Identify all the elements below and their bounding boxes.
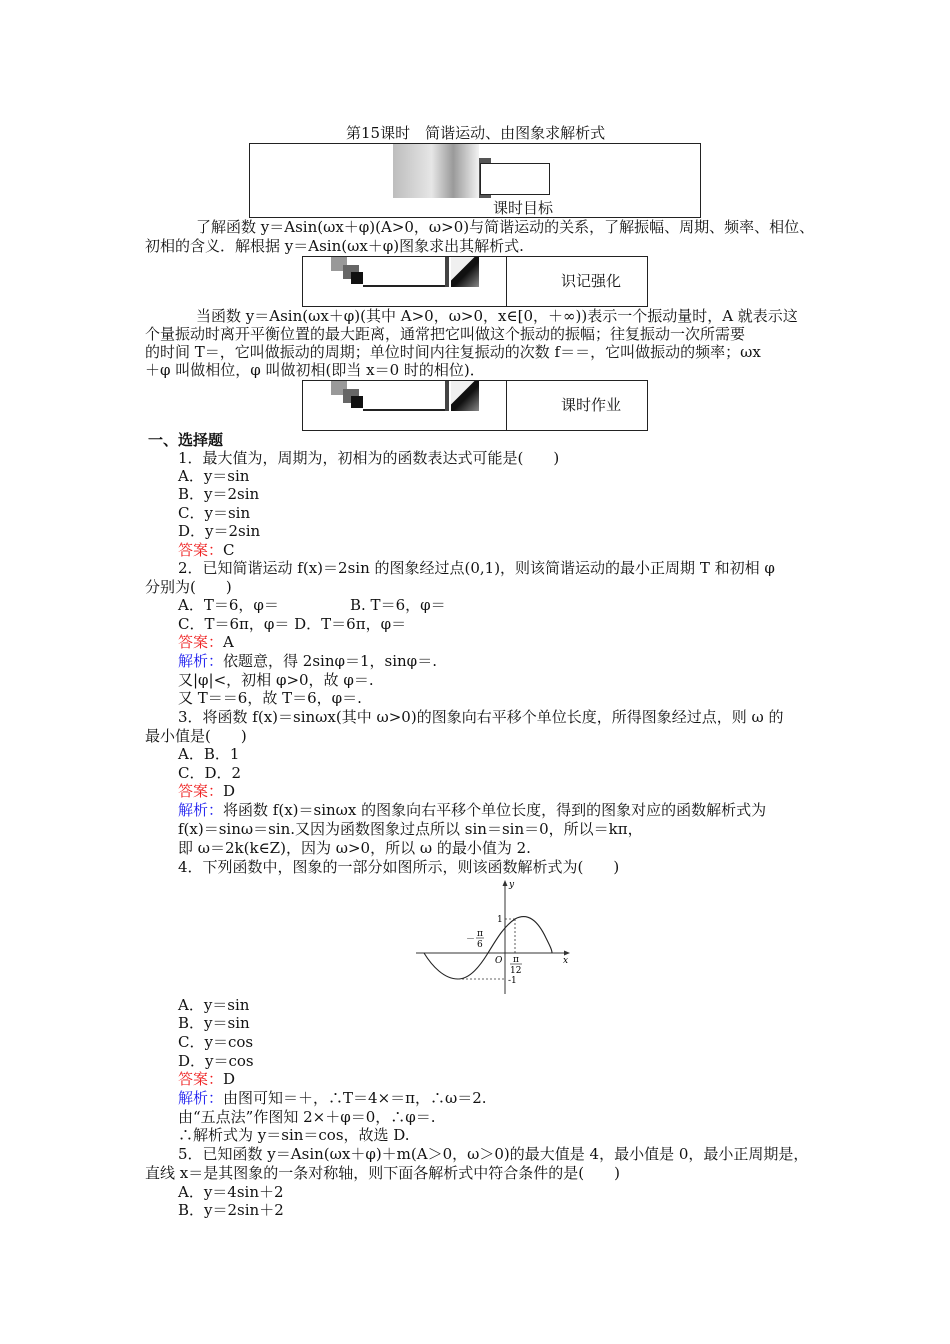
q4-graph — [410, 876, 576, 998]
q4-analysis-line-1 — [178, 1089, 487, 1107]
memory-line-1: 当函数 y＝Asin(ωx＋φ)(其中 A>0，ω>0，x∈[0，＋∞))表示一个振动量时，A 就表示这 — [196, 307, 798, 325]
y-axis-arrow — [503, 880, 508, 886]
q3-stem-line-2: 最小值是( ) — [145, 727, 247, 745]
q4-option-c: C．y＝cos — [178, 1033, 254, 1051]
x-axis-arrow — [564, 951, 570, 956]
q2-option-a: A．T＝6，φ＝ — [178, 596, 279, 614]
y-axis-label: y — [509, 880, 515, 890]
q3-answer — [178, 782, 235, 800]
q3-analysis-line-1 — [178, 801, 766, 819]
q3-options-ab: A．B．1 — [178, 745, 240, 763]
banner-divider — [506, 257, 507, 306]
q4-answer — [178, 1070, 235, 1088]
banner-decoration — [351, 396, 363, 408]
banner-decoration-box — [480, 163, 550, 195]
neg-pi-top: π — [477, 929, 483, 939]
analysis-text: 将函数 f(x)＝sinωx 的图象向右平移个单位长度，得到的图象对应的函数解析式为 — [223, 801, 767, 819]
pos-pi-top: π — [513, 955, 519, 965]
banner-memory-label: 识记强化 — [561, 272, 622, 290]
q1-option-c: C．y＝sin — [178, 504, 251, 522]
banner-objective-label: 课时目标 — [493, 199, 554, 217]
banner-decoration-line — [363, 285, 445, 287]
x-axis-label: x — [563, 956, 569, 966]
tick-label-neg-one: -1 — [508, 976, 517, 986]
q2-stem-line-2: 分别为( ) — [145, 578, 232, 596]
q3-options-cd: C．D．2 — [178, 764, 242, 782]
answer-value: A — [223, 633, 234, 651]
q1-option-d: D．y＝2sin — [178, 522, 261, 540]
banner-decoration — [451, 257, 479, 287]
q1-option-b: B．y＝2sin — [178, 485, 260, 503]
banner-decoration — [393, 144, 479, 198]
banner-homework-label: 课时作业 — [561, 396, 622, 414]
objective-line-1: 了解函数 y＝Asin(ωx＋φ)(A>0，ω>0)与简谐运动的关系，了解振幅、周期、频率、相位、 — [196, 218, 815, 236]
q4-stem: 4．下列函数中，图象的一部分如图所示，则该函数解析式为( ) — [178, 858, 620, 876]
q5-stem-line-2: 直线 x＝是其图象的一条对称轴，则下面各解析式中符合条件的是( ) — [145, 1164, 620, 1182]
memory-line-3: 的时间 T＝，它叫做振动的周期；单位时间内往复振动的次数 f＝＝，它叫做振动的频率；ωx — [145, 343, 761, 361]
q1-option-a: A．y＝sin — [178, 467, 250, 485]
page-title: 第15课时 简谐运动、由图象求解析式 — [346, 124, 606, 142]
analysis-label: 解析： — [178, 801, 224, 819]
q5-option-a: A．y＝4sin＋2 — [178, 1183, 284, 1201]
analysis-label: 解析： — [178, 1089, 224, 1107]
answer-value: D — [223, 782, 236, 800]
q5-option-b: B．y＝2sin＋2 — [178, 1201, 284, 1219]
answer-label: 答案： — [178, 633, 224, 651]
objective-line-2: 初相的含义．解根据 y＝Asin(ωx＋φ)图象求出其解析式. — [145, 237, 524, 255]
origin-label: O — [495, 956, 503, 966]
q2-analysis-line-1 — [178, 652, 437, 670]
q4-analysis-line-3: ∴解析式为 y＝sin＝cos，故选 D. — [178, 1126, 410, 1144]
neg-pi-prefix: － — [466, 935, 476, 945]
q1-answer — [178, 541, 235, 559]
q4-option-a: A．y＝sin — [178, 996, 250, 1014]
answer-value: C — [223, 541, 235, 559]
homework-banner — [302, 380, 648, 431]
q1-stem: 1．最大值为，周期为，初相为的函数表达式可能是( ) — [178, 449, 560, 467]
q3-stem-line-1: 3．将函数 f(x)＝sinωx(其中 ω>0)的图象向右平移个单位长度，所得图象经过点，则 ω 的 — [178, 708, 784, 726]
q3-analysis-line-2: f(x)＝sinω＝sin.又因为函数图象过点所以 sin＝sin＝0，所以＝kπ， — [178, 820, 643, 838]
analysis-label: 解析： — [178, 652, 224, 670]
banner-decoration-bar — [445, 381, 449, 411]
q2-option-b: B. T＝6，φ＝ — [350, 596, 446, 614]
memory-line-4: ＋φ 叫做相位，φ 叫做初相(即当 x＝0 时的相位)． — [145, 361, 485, 379]
q3-analysis-line-3: 即 ω＝2k(k∈Z)，因为 ω>0，所以 ω 的最小值为 2. — [178, 839, 531, 857]
pos-pi-bottom: 12 — [510, 966, 522, 976]
analysis-text: 依题意，得 2sinφ＝1，sinφ＝. — [223, 652, 437, 670]
q2-analysis-line-3: 又 T＝＝6，故 T＝6，φ＝. — [178, 689, 362, 707]
answer-label: 答案： — [178, 541, 224, 559]
memory-banner — [302, 256, 648, 307]
analysis-text: 由图可知＝＋，∴T＝4×＝π，∴ω＝2. — [223, 1089, 487, 1107]
answer-label: 答案： — [178, 782, 224, 800]
q4-option-d: D．y＝cos — [178, 1052, 254, 1070]
objective-banner — [249, 143, 701, 218]
q2-analysis-line-2: 又|φ|<，初相 φ>0，故 φ＝. — [178, 671, 374, 689]
q2-answer — [178, 633, 234, 651]
q5-stem-line-1: 5．已知函数 y＝Asin(ωx＋φ)＋m(A＞0，ω＞0)的最大值是 4，最小值是 0，最小正周期是， — [178, 1145, 809, 1163]
section-heading: 一、选择题 — [148, 431, 224, 449]
memory-line-2: 个量振动时离开平衡位置的最大距离，通常把它叫做这个振动的振幅；往复振动一次所需要 — [145, 325, 746, 343]
banner-decoration — [451, 381, 479, 411]
q4-analysis-line-2: 由“五点法”作图知 2×＋φ＝0，∴φ＝. — [178, 1108, 436, 1126]
answer-value: D — [223, 1070, 236, 1088]
banner-divider — [506, 381, 507, 430]
tick-label-one: 1 — [497, 915, 503, 925]
banner-decoration — [351, 272, 363, 284]
banner-decoration-line — [363, 409, 445, 411]
neg-pi-bottom: 6 — [477, 940, 483, 950]
q2-stem-line-1: 2．已知简谐运动 f(x)＝2sin 的图象经过点(0,1)，则该简谐运动的最小正周期 T 和初相 φ — [178, 559, 775, 577]
q4-option-b: B．y＝sin — [178, 1014, 250, 1032]
answer-label: 答案： — [178, 1070, 224, 1088]
q2-option-cd: C．T＝6π，φ＝ D．T＝6π，φ＝ — [178, 615, 407, 633]
sine-curve — [424, 917, 552, 979]
banner-decoration-bar — [445, 257, 449, 287]
